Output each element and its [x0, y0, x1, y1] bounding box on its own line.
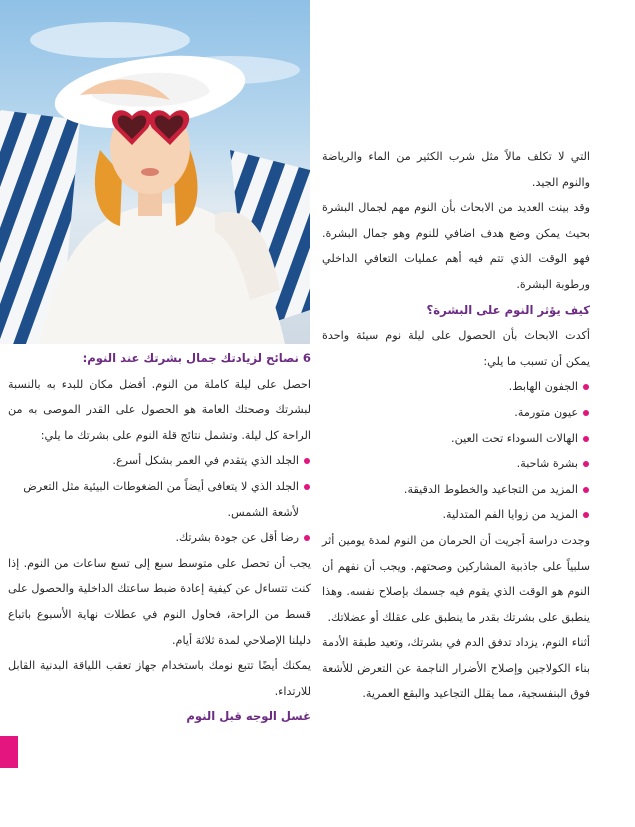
list-item: الهالات السوداء تحت العين.	[322, 426, 590, 452]
tracker-paragraph: يمكنك أيضًا تتبع نومك باستخدام جهاز تعقب اللياقة البدنية القابل للارتداء.	[8, 659, 311, 698]
study-paragraph: وجدت دراسة أجريت أن الحرمان من النوم لمدة يومين أثر سلبياً على جاذبية المشاركين وصحتهم. ويجب أن نفهم أن النوم هو الوقت الذي يقوم فيه جسمك بإصلاح نفسه. وهذا ينطبق على بشرتك بقدر ما ينطبق على عقلك أو عضلاتك.	[322, 533, 590, 624]
face-wash-heading: غسل الوجه قبل النوم	[186, 709, 311, 724]
list-item: الجفون الهابط.	[322, 374, 590, 400]
bad-sleep-effects-list	[322, 374, 590, 528]
list-item: بشرة شاحبة.	[322, 451, 590, 477]
list-item: الجلد الذي يتقدم في العمر بشكل أسرع.	[8, 448, 311, 474]
hero-photo	[0, 0, 310, 344]
list-item: رضا أقل عن جودة بشرتك.	[8, 525, 311, 551]
sunbathing-woman-illustration	[0, 0, 310, 344]
sleep-effect-heading: كيف يؤثر النوم على البشرة؟	[426, 302, 590, 317]
list-item: المزيد من زوايا الفم المتدلية.	[322, 502, 590, 528]
list-item: عيون متورمة.	[322, 400, 590, 426]
left-text-column	[8, 346, 311, 730]
hours-advice-paragraph: يجب أن تحصل على متوسط سبع إلى تسع ساعات من النوم. إذا كنت تتساءل عن كيفية إعادة ضبط ساعتك الداخلية والحصول على قسط من الراحة، فحاول النوم في عطلات نهاية الأسبوع باتباع دليلنا الإصلاحي لمدة ثلاثة أيام.	[8, 556, 311, 647]
page-edge-tab	[0, 736, 18, 768]
research-paragraph: وقد بينت العديد من الابحاث بأن النوم مهم لجمال البشرة بحيث يمكن وضع هدف اضافي للنوم وهو جمال البشرة. فهو الوقت الذي تتم فيه أهم عمليات التعافي الداخلي ورطوبة البشرة.	[322, 201, 590, 291]
list-item: المزيد من التجاعيد والخطوط الدقيقة.	[322, 477, 590, 503]
tips-heading: 6 نصائح لزيادتك جمال بشرتك عند النوم:	[82, 351, 311, 365]
blood-flow-paragraph: أثناء النوم، يزداد تدفق الدم في بشرتك، وتعيد طبقة الأدمة بناء الكولاجين وإصلاح الأضرار الناجمة عن التعرض للأشعة فوق البنفسجية، مما يقلل التجاعيد والبقع العمرية.	[322, 636, 590, 701]
sleep-deprivation-list	[8, 448, 311, 550]
intro-paragraph: التي لا تكلف مالاً مثل شرب الكثير من الماء والرياضة والنوم الجيد.	[322, 150, 590, 189]
lead-paragraph: أكدت الابحاث بأن الحصول على ليلة نوم سيئة واحدة يمكن أن تسبب ما يلي:	[322, 329, 590, 368]
tips-intro-paragraph: احصل على ليلة كاملة من النوم. أفضل مكان للبدء به بالنسبة لبشرتك وصحتك العامة هو الحصول على القدر الموصى به من الراحة كل ليلة. وتشمل نتائج قلة النوم على بشرتك ما يلي:	[8, 377, 311, 442]
list-item: الجلد الذي لا يتعافى أيضاً من الضغوطات البيئية مثل التعرض لأشعة الشمس.	[8, 474, 311, 525]
right-text-column	[322, 144, 590, 707]
